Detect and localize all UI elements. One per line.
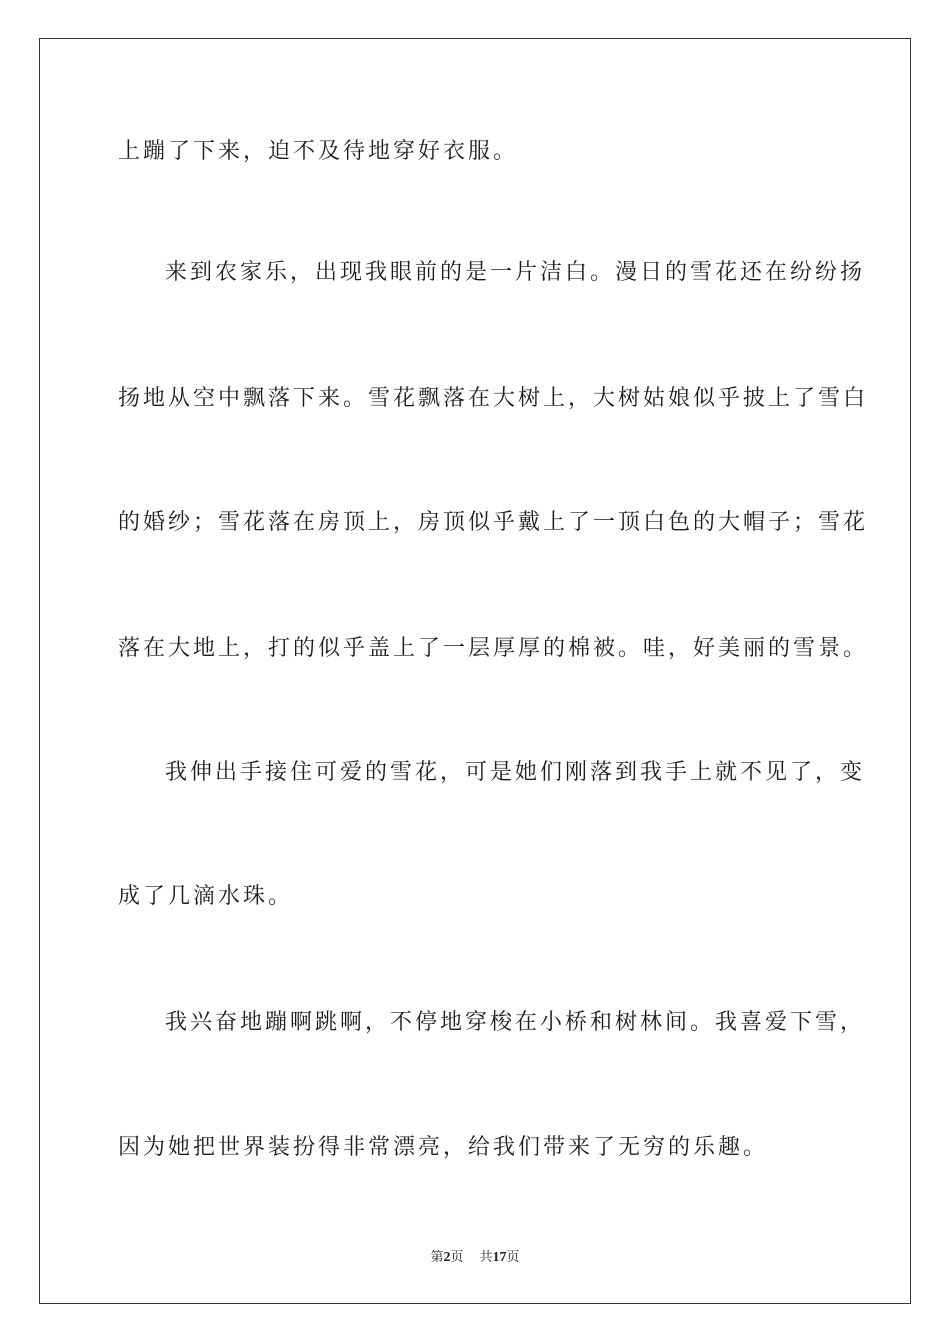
text-line: 上蹦了下来，迫不及待地穿好衣服。 <box>118 139 519 164</box>
total-label-prefix: 共 <box>479 1250 493 1265</box>
total-label-suffix: 页 <box>506 1250 520 1265</box>
paragraph-start-line: 我兴奋地蹦啊跳啊，不停地穿梭在小桥和树林间。我喜爱下雪， <box>165 1010 866 1035</box>
text-line: 的婚纱；雪花落在房顶上，房顶似乎戴上了一顶白色的大帽子；雪花 <box>118 510 869 535</box>
page-label-suffix: 页 <box>450 1250 464 1265</box>
text-line: 扬地从空中飘落下来。雪花飘落在大树上，大树姑娘似乎披上了雪白 <box>118 386 869 411</box>
text-line: 落在大地上，打的似乎盖上了一层厚厚的棉被。哇，好美丽的雪景。 <box>118 636 869 661</box>
page-number: 2 <box>443 1250 451 1265</box>
paragraph-start-line: 我伸出手接住可爱的雪花，可是她们刚落到我手上就不见了，变 <box>165 760 866 785</box>
page-label-prefix: 第 <box>430 1250 444 1265</box>
total-pages: 17 <box>492 1250 507 1265</box>
page-border <box>39 38 911 1304</box>
page-footer <box>0 1246 950 1266</box>
text-line: 成了几滴水珠。 <box>118 884 294 909</box>
text-line: 因为她把世界装扮得非常漂亮，给我们带来了无穷的乐趣。 <box>118 1135 769 1160</box>
paragraph-start-line: 来到农家乐，出现我眼前的是一片洁白。漫日的雪花还在纷纷扬 <box>165 260 866 285</box>
